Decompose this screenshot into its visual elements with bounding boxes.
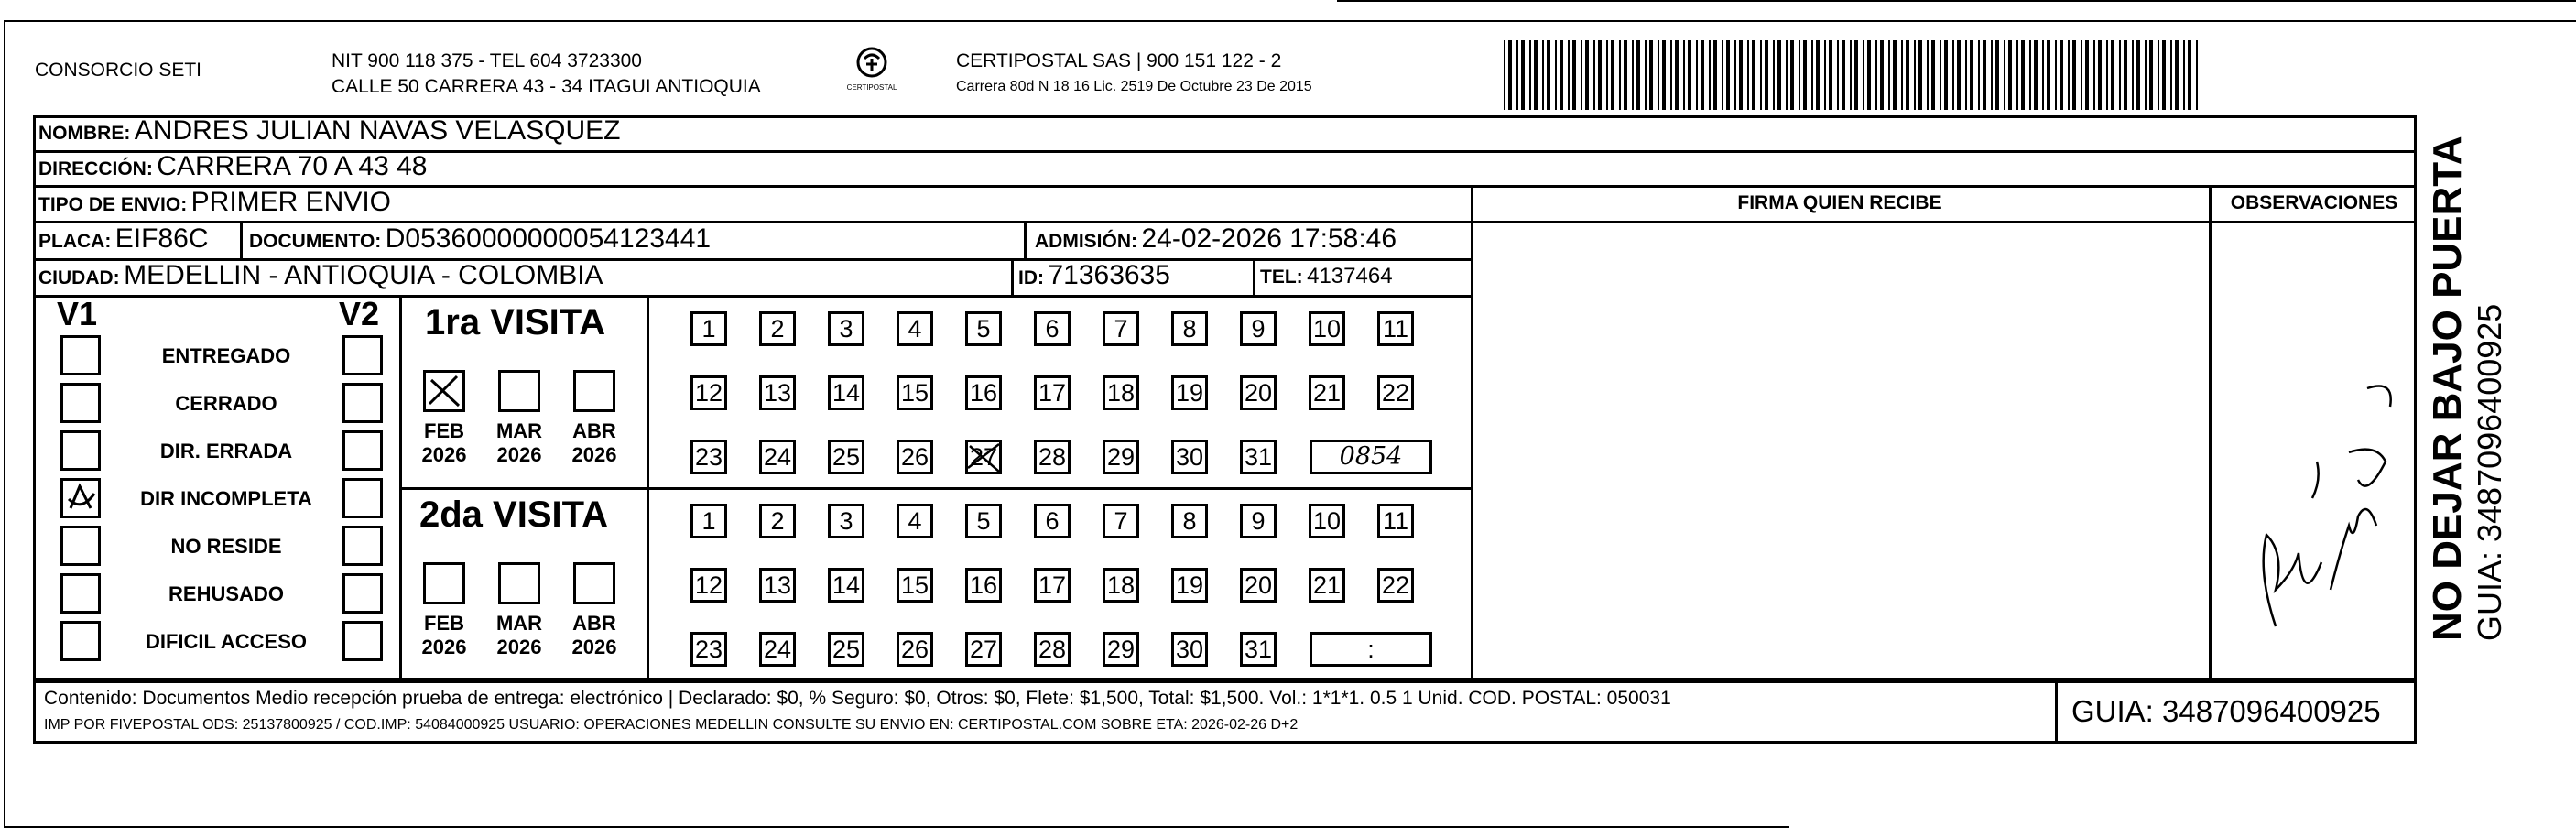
barcode-bar [2055, 40, 2057, 110]
barcode-bar [2175, 40, 2179, 110]
barcode-bar [1952, 40, 1954, 110]
barcode-bar [1918, 40, 1922, 110]
barcode-bar [1880, 40, 1884, 110]
day-box[interactable]: 26 [897, 632, 933, 667]
day-box[interactable]: 13 [759, 375, 796, 410]
logo-circle-icon [853, 46, 890, 79]
tel-value: 4137464 [1307, 264, 1393, 288]
day-box[interactable]: 27 [965, 632, 1002, 667]
month-checkbox[interactable] [423, 370, 465, 412]
barcode-bar [1632, 40, 1634, 110]
barcode-bar [1504, 40, 1505, 110]
barcode-bar [2119, 40, 2121, 110]
barcode [1504, 40, 2209, 114]
day-box[interactable]: 3 [828, 504, 864, 538]
month-checkbox[interactable] [498, 562, 540, 604]
barcode-bar [1560, 40, 1563, 110]
day-box[interactable]: 7 [1103, 504, 1139, 538]
barcode-bar [1508, 40, 1512, 110]
status-label: CERRADO [175, 392, 277, 415]
day-box[interactable]: 30 [1171, 440, 1208, 474]
day-box[interactable]: 9 [1240, 504, 1277, 538]
day-box[interactable]: 1 [690, 311, 727, 346]
barcode-bar [2158, 40, 2159, 110]
barcode-bar [2183, 40, 2185, 110]
nit-line: NIT 900 118 375 - TEL 604 3723300 [332, 50, 642, 71]
barcode-bar [1842, 40, 1845, 110]
day-box[interactable]: 24 [759, 440, 796, 474]
status-label: DIR. ERRADA [159, 440, 293, 462]
day-box[interactable]: 6 [1034, 311, 1071, 346]
barcode-bar [1683, 40, 1685, 110]
barcode-bar [1675, 40, 1679, 110]
tipo-label: TIPO DE ENVIO: [38, 194, 188, 215]
day-box[interactable]: 8 [1171, 311, 1208, 346]
barcode-bar [2021, 40, 2025, 110]
barcode-bar [1726, 40, 1730, 110]
top-edge-line [1337, 0, 2576, 2]
barcode-bar [1645, 40, 1647, 110]
day-box[interactable]: 31 [1240, 440, 1277, 474]
day-box[interactable]: 23 [690, 632, 727, 667]
day-box[interactable]: 15 [897, 375, 933, 410]
v2-checkbox[interactable] [342, 573, 383, 614]
v2-checkbox[interactable] [342, 430, 383, 471]
day-box[interactable]: 11 [1377, 504, 1414, 538]
status-label: NO RESIDE [170, 535, 282, 558]
day-box[interactable]: 12 [690, 568, 727, 603]
certipostal-line2: Carrera 80d N 18 16 Lic. 2519 De Octubre 23 De 2015 [956, 79, 1312, 94]
day-box[interactable]: 19 [1171, 568, 1208, 603]
day-box[interactable]: 5 [965, 311, 1002, 346]
barcode-bar [2072, 40, 2076, 110]
day-box[interactable]: 5 [965, 504, 1002, 538]
barcode-bar [1722, 40, 1723, 110]
day-box[interactable]: 10 [1309, 311, 1345, 346]
barcode-bar [2016, 40, 2018, 110]
placa-label: PLACA: [38, 231, 112, 252]
direccion-label: DIRECCIÓN: [38, 158, 153, 179]
barcode-bar [1658, 40, 1659, 110]
day-box[interactable]: 11 [1377, 311, 1414, 346]
barcode-bar [1649, 40, 1653, 110]
barcode-bar [1581, 40, 1582, 110]
first-visit-title: 1ra VISITA [425, 302, 606, 342]
v1-checkbox[interactable] [60, 335, 101, 375]
documento-label: DOCUMENTO: [249, 231, 382, 252]
month-name: ABR [572, 419, 616, 442]
barcode-bar [2136, 40, 2140, 110]
barcode-bar [2132, 40, 2134, 110]
barcode-bar [1906, 40, 1909, 110]
ciudad-cell [38, 260, 603, 291]
barcode-bar [1688, 40, 1691, 110]
barcode-bar [1713, 40, 1717, 110]
day-box[interactable]: 22 [1377, 568, 1414, 603]
day-box[interactable] [965, 440, 1002, 474]
footer-left-line [33, 680, 36, 744]
barcode-bar [1837, 40, 1839, 110]
month-name: FEB [424, 612, 464, 635]
day-box[interactable]: 30 [1171, 632, 1208, 667]
day-box[interactable]: 14 [828, 568, 864, 603]
barcode-bar [1991, 40, 1993, 110]
month-year: 2026 [421, 636, 467, 658]
day-box[interactable]: 2 [759, 504, 796, 538]
barcode-bar [2081, 40, 2082, 110]
handwritten-observation [2212, 223, 2417, 680]
footer-line1: Contenido: Documentos Medio recepción prueba de entrega: electrónico | Declarado: $0, % Seguro: $0, Otros: $0, Flete: $1,500, Total: $1,500. Vol.: 1*1*1. 0.5 1 Unid. COD. POSTAL: 050031 [44, 688, 1671, 709]
barcode-bar [2162, 40, 2166, 110]
v1-checkbox[interactable] [60, 621, 101, 661]
direccion-row [38, 151, 427, 182]
barcode-bar [2085, 40, 2089, 110]
barcode-bar [1786, 40, 1788, 110]
barcode-bar [1850, 40, 1852, 110]
barcode-bar [2106, 40, 2108, 110]
tel-cell [1260, 264, 1393, 289]
v2-checkbox[interactable] [342, 621, 383, 661]
barcode-bar [1765, 40, 1768, 110]
barcode-bar [2170, 40, 2172, 110]
month-year: 2026 [571, 443, 617, 466]
tel-label: TEL: [1260, 266, 1303, 288]
barcode-bar [2004, 40, 2005, 110]
barcode-bar [1888, 40, 1890, 110]
barcode-bar [1811, 40, 1813, 110]
handwritten-check-icon [426, 373, 462, 409]
barcode-bar [2060, 40, 2063, 110]
tipo-row [38, 187, 391, 218]
nombre-label: NOMBRE: [38, 123, 131, 144]
barcode-bar [1568, 40, 1570, 110]
month-label [562, 612, 626, 659]
barcode-bar [2188, 40, 2191, 110]
barcode-bar [1901, 40, 1903, 110]
barcode-bar [1709, 40, 1711, 110]
v1-checkbox[interactable] [60, 526, 101, 566]
month-year: 2026 [421, 443, 467, 466]
ciudad-value: MEDELLIN - ANTIOQUIA - COLOMBIA [124, 260, 603, 290]
barcode-bar [1799, 40, 1800, 110]
day-box[interactable]: 19 [1171, 375, 1208, 410]
day-box[interactable]: 10 [1309, 504, 1345, 538]
month-checkbox[interactable] [423, 562, 465, 604]
footer-guia: GUIA: 3487096400925 [2071, 694, 2381, 728]
barcode-bar [1875, 40, 1877, 110]
observaciones-area[interactable] [2212, 223, 2417, 680]
address-line: CALLE 50 CARRERA 43 - 34 ITAGUI ANTIOQUIA [332, 76, 761, 97]
id-label: ID: [1018, 267, 1044, 288]
tel-divider [1253, 258, 1255, 296]
month-name: MAR [495, 612, 543, 635]
barcode-bar [1636, 40, 1640, 110]
barcode-bar [1734, 40, 1736, 110]
barcode-bar [1995, 40, 1999, 110]
day-box[interactable]: 31 [1240, 632, 1277, 667]
visit-divider [399, 487, 1471, 490]
day-box[interactable]: 16 [965, 375, 1002, 410]
month-label [487, 612, 551, 659]
v2-checkbox[interactable] [342, 526, 383, 566]
barcode-bar [1593, 40, 1595, 110]
nombre-value: ANDRES JULIAN NAVAS VELASQUEZ [134, 115, 621, 146]
month-year: 2026 [496, 636, 542, 658]
barcode-bar [1816, 40, 1820, 110]
id-divider [1011, 258, 1014, 296]
barcode-bar [2008, 40, 2012, 110]
row-line-5 [33, 295, 1473, 298]
barcode-bar [1534, 40, 1538, 110]
barcode-bar [1777, 40, 1781, 110]
day-box[interactable]: 9 [1240, 311, 1277, 346]
day-box[interactable]: 18 [1103, 375, 1139, 410]
barcode-bar [1914, 40, 1916, 110]
frame-top-line [4, 20, 2576, 22]
handwritten-cross-icon [966, 440, 1003, 473]
barcode-bar [1516, 40, 1518, 110]
barcode-bar [1521, 40, 1525, 110]
status-label: DIR INCOMPLETA [140, 487, 312, 510]
time-box[interactable]: 0854 [1310, 440, 1432, 474]
day-box[interactable]: 17 [1034, 568, 1071, 603]
logo-text: CERTIPOSTAL [846, 83, 897, 92]
day-box[interactable]: 4 [897, 311, 933, 346]
barcode-bar [1662, 40, 1666, 110]
day-box[interactable]: 17 [1034, 375, 1071, 410]
status-label: REHUSADO [168, 582, 284, 605]
barcode-bar [1773, 40, 1775, 110]
barcode-bar [2042, 40, 2044, 110]
day-box[interactable]: 7 [1103, 311, 1139, 346]
barcode-bar [1670, 40, 1672, 110]
barcode-bar [1585, 40, 1589, 110]
month-year: 2026 [571, 636, 617, 658]
admision-label: ADMISIÓN: [1035, 231, 1137, 252]
barcode-bar [1555, 40, 1557, 110]
barcode-bar [2145, 40, 2147, 110]
barcode-bar [1957, 40, 1961, 110]
barcode-bar [1983, 40, 1986, 110]
day-box[interactable]: 28 [1034, 440, 1071, 474]
barcode-bar [1752, 40, 1755, 110]
barcode-bar [1701, 40, 1704, 110]
frame-bottom-line [4, 826, 1789, 828]
barcode-bar [1803, 40, 1807, 110]
barcode-bar [2029, 40, 2031, 110]
barcode-bar [2098, 40, 2102, 110]
day-box[interactable]: 29 [1103, 632, 1139, 667]
day-box[interactable]: 26 [897, 440, 933, 474]
day-box[interactable]: 1 [690, 504, 727, 538]
barcode-bar [1760, 40, 1762, 110]
month-name: ABR [572, 612, 616, 635]
month-year: 2026 [496, 443, 542, 466]
day-box[interactable]: 20 [1240, 568, 1277, 603]
day-box[interactable]: 25 [828, 632, 864, 667]
day-box[interactable]: 24 [759, 632, 796, 667]
day-box[interactable]: 18 [1103, 568, 1139, 603]
day-box[interactable]: 16 [965, 568, 1002, 603]
barcode-bar [1854, 40, 1858, 110]
v2-checkbox[interactable] [342, 335, 383, 375]
barcode-bar [1863, 40, 1864, 110]
barcode-bar [1944, 40, 1948, 110]
footer-bottom-line [33, 741, 2417, 744]
v2-checkbox[interactable] [342, 478, 383, 518]
month-label [412, 419, 476, 467]
ciudad-label: CIUDAD: [38, 267, 120, 288]
side-text [2425, 73, 2544, 641]
placa-value: EIF86C [114, 223, 209, 254]
direccion-value: CARRERA 70 A 43 48 [157, 151, 428, 181]
side-guia: GUIA: 3487096400925 [2471, 303, 2508, 641]
barcode-bar [1970, 40, 1973, 110]
day-box[interactable]: 4 [897, 504, 933, 538]
day-box[interactable]: 12 [690, 375, 727, 410]
day-box[interactable]: 21 [1309, 375, 1345, 410]
footer-line2: IMP POR FIVEPOSTAL ODS: 25137800925 / COD.IMP: 54084000925 USUARIO: OPERACIONES MEDELLIN CONSULTE SU ENVIO EN: CERTIPOSTAL.COM SOBRE ETA: 2026-02-26 D+2 [44, 717, 1299, 733]
v1-checkbox[interactable] [60, 383, 101, 423]
v2-label: V2 [339, 295, 380, 332]
day-box[interactable]: 13 [759, 568, 796, 603]
barcode-bar [1824, 40, 1826, 110]
certipostal-logo [835, 46, 908, 101]
day-box[interactable]: 21 [1309, 568, 1345, 603]
barcode-bar [1931, 40, 1935, 110]
v1-checkbox[interactable] [60, 478, 101, 518]
frame-left-line [4, 20, 5, 826]
v1-checkbox[interactable] [60, 430, 101, 471]
day-number: 27 [969, 443, 998, 471]
day-box[interactable]: 22 [1377, 375, 1414, 410]
barcode-bar [1598, 40, 1602, 110]
signature-area[interactable] [1473, 223, 2209, 680]
day-box[interactable]: 2 [759, 311, 796, 346]
barcode-bar [1867, 40, 1871, 110]
month-name: FEB [424, 419, 464, 442]
barcode-bar [2196, 40, 2198, 110]
barcode-bar [1829, 40, 1832, 110]
month-checkbox[interactable] [498, 370, 540, 412]
admision-cell [1035, 223, 1397, 255]
barcode-bar [1624, 40, 1627, 110]
barcode-bar [1739, 40, 1743, 110]
day-box[interactable]: 23 [690, 440, 727, 474]
nombre-row [38, 115, 620, 147]
barcode-bar [1965, 40, 1967, 110]
barcode-bar [1619, 40, 1621, 110]
firma-header: FIRMA QUIEN RECIBE [1737, 192, 1942, 213]
day-box[interactable]: 14 [828, 375, 864, 410]
placa-cell [38, 223, 209, 255]
time-box[interactable]: : [1310, 632, 1432, 667]
barcode-bar [2034, 40, 2038, 110]
barcode-bar [1940, 40, 1941, 110]
status-label: ENTREGADO [161, 344, 291, 367]
barcode-bar [1696, 40, 1698, 110]
barcode-bar [2068, 40, 2070, 110]
month-name: MAR [495, 419, 543, 442]
id-value: 71363635 [1048, 260, 1170, 290]
barcode-bar [1611, 40, 1614, 110]
barcode-bar [1606, 40, 1608, 110]
observaciones-header: OBSERVACIONES [2230, 192, 2398, 213]
barcode-bar [1927, 40, 1929, 110]
day-box[interactable]: 28 [1034, 632, 1071, 667]
barcode-bar [1893, 40, 1897, 110]
month-label [487, 419, 551, 467]
documento-value: D05360000000054123441 [385, 223, 712, 254]
barcode-bar [1572, 40, 1576, 110]
tipo-value: PRIMER ENVIO [190, 187, 392, 217]
admision-divider [1024, 221, 1027, 259]
month-label [562, 419, 626, 467]
status-label: DIFICIL ACCESO [145, 630, 307, 653]
barcode-bar [2093, 40, 2095, 110]
handwritten-mark-icon [63, 481, 98, 516]
no-dejar-text: NO DEJAR BAJO PUERTA [2425, 136, 2470, 641]
day-box[interactable]: 25 [828, 440, 864, 474]
barcode-bar [1978, 40, 1980, 110]
day-box[interactable]: 20 [1240, 375, 1277, 410]
barcode-bar [2124, 40, 2127, 110]
barcode-bar [2047, 40, 2050, 110]
footer-guia-divider [2055, 680, 2058, 741]
second-visit-title: 2da VISITA [419, 495, 608, 535]
footer-right-line [2414, 680, 2417, 744]
day-box[interactable]: 29 [1103, 440, 1139, 474]
day-box[interactable]: 6 [1034, 504, 1071, 538]
day-box[interactable]: 15 [897, 568, 933, 603]
barcode-bar [2111, 40, 2114, 110]
id-cell [1018, 260, 1170, 291]
month-checkbox[interactable] [573, 562, 615, 604]
day-box[interactable]: 8 [1171, 504, 1208, 538]
barcode-bar [1790, 40, 1794, 110]
day-box[interactable]: 3 [828, 311, 864, 346]
documento-cell [249, 223, 711, 255]
certipostal-line1: CERTIPOSTAL SAS | 900 151 122 - 2 [956, 50, 1282, 71]
placa-divider [240, 221, 243, 259]
barcode-bar [1747, 40, 1749, 110]
v1-label: V1 [57, 295, 98, 332]
month-label [412, 612, 476, 659]
company-name: CONSORCIO SETI [35, 60, 202, 81]
v1-checkbox[interactable] [60, 573, 101, 614]
footer-line [33, 680, 2417, 683]
v2-checkbox[interactable] [342, 383, 383, 423]
barcode-bar [2149, 40, 2153, 110]
month-checkbox[interactable] [573, 370, 615, 412]
barcode-bar [1547, 40, 1550, 110]
admision-value: 24-02-2026 17:58:46 [1141, 223, 1397, 254]
barcode-bar [1529, 40, 1531, 110]
barcode-bar [1542, 40, 1544, 110]
